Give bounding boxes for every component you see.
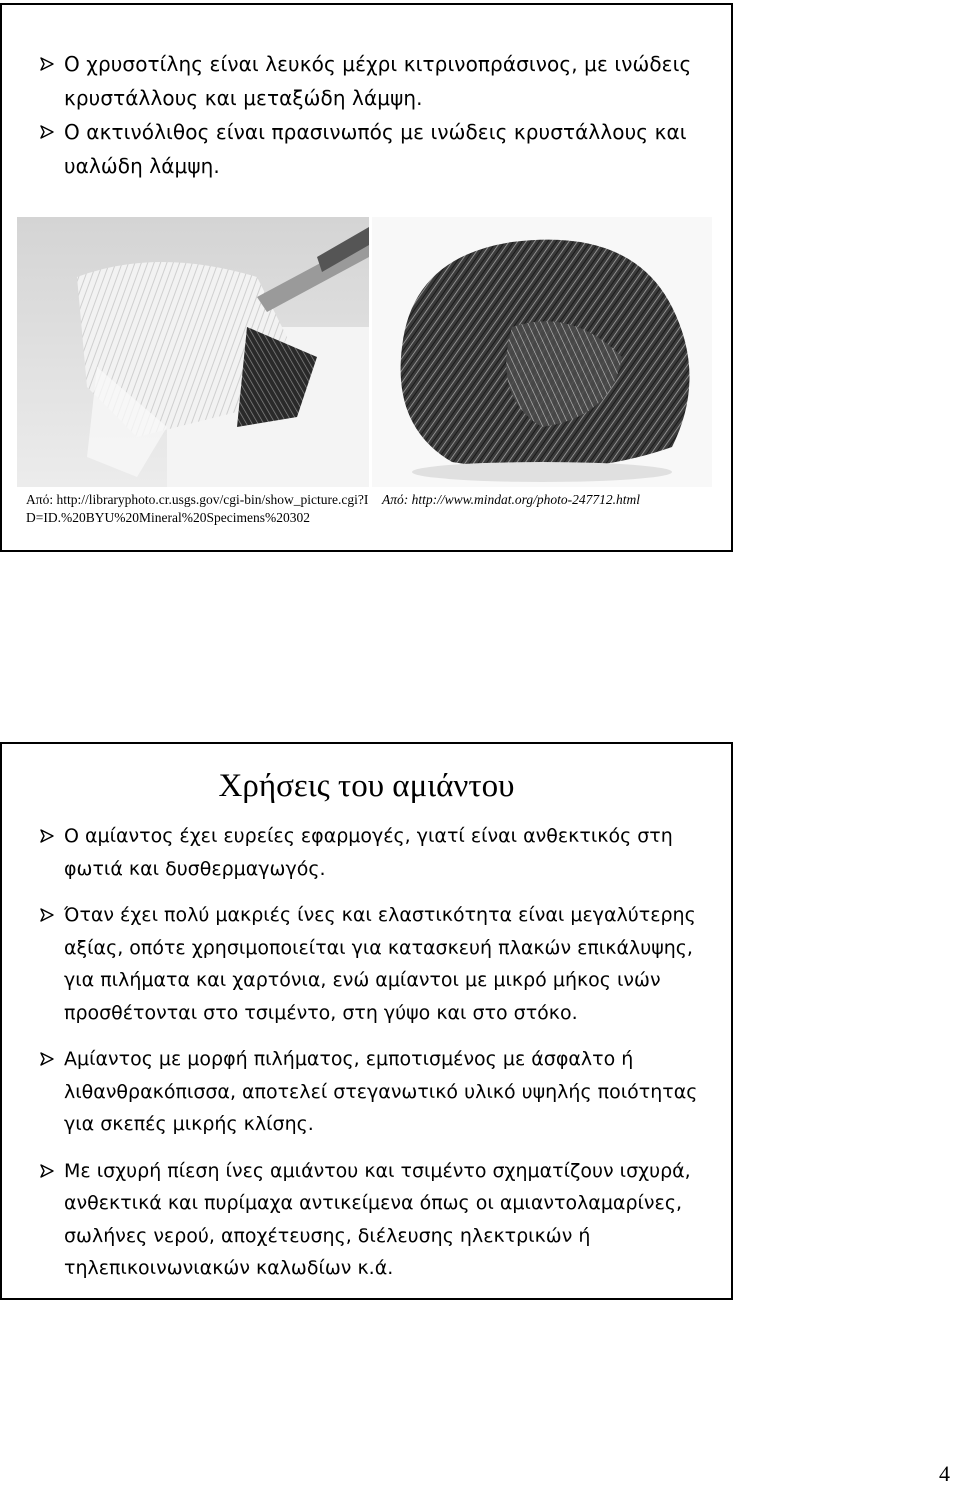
bullet-item: [24, 820, 719, 885]
photo-source-caption-right: Από: http://www.mindat.org/photo-247712.html: [382, 492, 641, 507]
arrow-bullet-icon: [39, 56, 55, 72]
bullet-list: [24, 820, 719, 1299]
bullet-item: [24, 1043, 719, 1141]
page-number: 4: [939, 1461, 950, 1486]
arrow-bullet-icon: [39, 124, 55, 140]
bullet-item: [24, 115, 714, 183]
bullet-item: [24, 1155, 719, 1285]
bullet-text: Ο αμίαντος έχει ευρείες εφαρμογές, γιατί είναι ανθεκτικός στη φωτιά και δυσθερμαγωγός.: [64, 825, 673, 880]
slide-asbestos-uses: [0, 742, 733, 1300]
bullet-text: Αμίαντος με μορφή πιλήματος, εμποτισμένος με άσφαλτο ή λιθανθρακόπισσα, αποτελεί στεγανωτικό υλικό υψηλής ποιότητας για σκεπές μικρής κλίσης.: [64, 1048, 698, 1135]
bullet-text: Με ισχυρή πίεση ίνες αμιάντου και τσιμέντο σχηματίζουν ισχυρά, ανθεκτικά και πυρίμαχα αντικείμενα όπως οι αμιαντολαμαρίνες, σωλήνες νερού, αποχέτευσης, διέλευσης ηλεκτρικών ή τηλεπικοινωνιακών καλωδίων κ.ά.: [64, 1159, 691, 1279]
bullet-text: Ο χρυσοτίλης είναι λευκός μέχρι κιτρινοπράσινος, με ινώδεις κρυστάλλους και μεταξώδη λάμψη.: [64, 52, 692, 110]
photo-source-caption-left: Από: http://libraryphoto.cr.usgs.gov/cgi-bin/show_picture.cgi?ID=ID.%20BYU%20Mineral%20Specimens%20302: [26, 492, 369, 525]
bullet-item: [24, 899, 719, 1029]
slide-title: Χρήσεις του αμιάντου: [218, 768, 515, 804]
bullet-text: Ο ακτινόλιθος είναι πρασινωπός με ινώδεις κρυστάλλους και υαλώδη λάμψη.: [64, 120, 687, 178]
bullet-text: Όταν έχει πολύ μακριές ίνες και ελαστικότητα είναι μεγαλύτερης αξίας, οπότε χρησιμοποιείται για κατασκευή πλακών επικάλυψης, για πιλήματα και χαρτόνια, ενώ αμίαντοι με μικρό μήκος ινών προσθέτονται στο τσιμέντο, στη γύψο και στο στόκο.: [64, 904, 696, 1024]
bullet-list: [24, 47, 714, 183]
chrysotile-photo: [17, 217, 369, 487]
arrow-bullet-icon: [39, 1051, 55, 1067]
bullet-item: [24, 47, 714, 115]
arrow-bullet-icon: [39, 828, 55, 844]
arrow-bullet-icon: [39, 1163, 55, 1179]
arrow-bullet-icon: [39, 907, 55, 923]
actinolite-photo: [372, 217, 712, 487]
slide-chrysotile-actinolite: [0, 3, 733, 552]
